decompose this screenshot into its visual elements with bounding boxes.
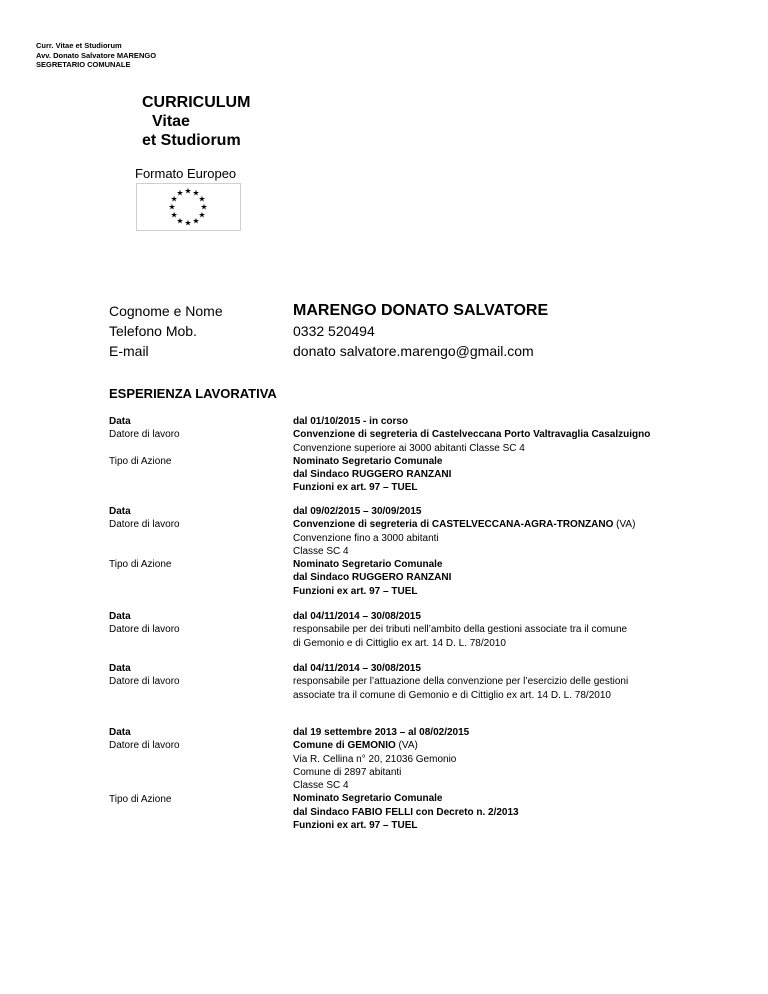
format-label: Formato Europeo [135,166,237,181]
star-icon: ★ [198,210,206,220]
label-data: Data [109,611,131,622]
title-line: Vitae [152,113,190,130]
star-icon: ★ [184,218,192,228]
entry-line: dal Sindaco FABIO FELLI con Decreto n. 2/2013 [293,806,519,818]
running-header [36,41,156,70]
entry-line: Nominato Segretario Comunale [293,559,443,571]
star-icon: ★ [170,194,178,204]
label-employer: Datore di lavoro [109,676,180,688]
identity-values [293,301,548,361]
label-data: Data [109,416,131,427]
star-icon: ★ [192,216,200,226]
entry-line: Comune di 2897 abitanti [293,766,402,778]
entry-date: dal 04/11/2014 – 30/08/2015 [293,611,421,622]
entry-line: di Gemonio e di Cittiglio ex art. 14 D. L. 78/2010 [293,637,506,649]
label-data: Data [109,663,131,674]
entry-line: Funzioni ex art. 97 – TUEL [293,820,418,832]
entry-date: dal 09/02/2015 – 30/09/2015 [293,506,422,517]
header-line: Curr. Vitae et Studiorum [36,41,122,50]
label-employer: Datore di lavoro [109,624,180,636]
label-action: Tipo di Azione [109,456,172,467]
entry-employer: Convenzione di segreteria di CASTELVECCANA-AGRA-TRONZANO [293,519,614,531]
phone-number: 0332 520494 [293,323,375,339]
star-icon: ★ [168,202,176,212]
label-name: Cognome e Nome [109,303,223,319]
entry-line: Classe SC 4 [293,545,349,557]
entry-date: dal 19 settembre 2013 – al 08/02/2015 [293,727,470,738]
label-data: Data [109,506,131,517]
entry-line: Funzioni ex art. 97 – TUEL [293,585,418,597]
entry-employer-suffix: (VA) [395,740,418,752]
entry-employer: Comune di GEMONIO [293,740,396,752]
identity-labels [109,301,223,361]
entry-employer-suffix: (VA) [613,519,636,531]
entry-line: Funzioni ex art. 97 – TUEL [293,482,418,494]
entry-line: associate tra il comune di Gemonio e di Cittiglio ex art. 14 D. L. 78/2010 [293,689,611,701]
label-phone: Telefono Mob. [109,323,197,339]
label-employer: Datore di lavoro [109,429,180,441]
label-data: Data [109,727,131,738]
entry-line: responsabile per dei tributi nell’ambito della gestioni associate tra il comune [293,624,628,636]
entry-line: dal Sindaco RUGGERO RANZANI [293,469,452,481]
star-icon: ★ [198,194,206,204]
title-line: CURRICULUM [142,94,251,111]
label-action: Tipo di Azione [109,559,172,571]
eu-flag-icon [136,183,241,231]
full-name: MARENGO DONATO SALVATORE [293,302,549,319]
star-icon: ★ [176,188,184,198]
star-icon: ★ [192,188,200,198]
section-title: ESPERIENZA LAVORATIVA [109,386,277,401]
entry-line: Via R. Cellina n° 20, 21036 Gemonio [293,753,457,765]
entry-employer: Convenzione di segreteria di Castelveccana Porto Valtravaglia Casalzuigno [293,429,651,441]
entry-date: dal 04/11/2014 – 30/08/2015 [293,663,421,674]
entry-line: responsabile per l’attuazione della convenzione per l’esercizio delle gestioni [293,676,629,688]
star-icon: ★ [170,210,178,220]
star-icon: ★ [184,186,192,196]
star-icon: ★ [200,202,208,212]
entry-line: Nominato Segretario Comunale [293,455,443,467]
entry-line: dal Sindaco RUGGERO RANZANI [293,572,452,584]
entry-line: Nominato Segretario Comunale [293,793,443,805]
label-employer: Datore di lavoro [109,519,180,531]
header-line: SEGRETARIO COMUNALE [36,60,131,69]
email-address: donato salvatore.marengo@gmail.com [293,343,534,359]
header-line: Avv. Donato Salvatore MARENGO [36,50,157,60]
star-icon: ★ [176,216,184,226]
document-title [142,93,250,150]
label-employer: Datore di lavoro [109,740,180,752]
entry-line: Convenzione fino a 3000 abitanti [293,532,439,544]
title-line: et Studiorum [142,132,241,149]
label-action: Tipo di Azione [109,793,172,805]
entry-line: Classe SC 4 [293,780,349,792]
entry-date: dal 01/10/2015 - in corso [293,416,409,427]
label-email: E-mail [109,343,149,359]
entry-line: Convenzione superiore ai 3000 abitanti Classe SC 4 [293,442,525,454]
